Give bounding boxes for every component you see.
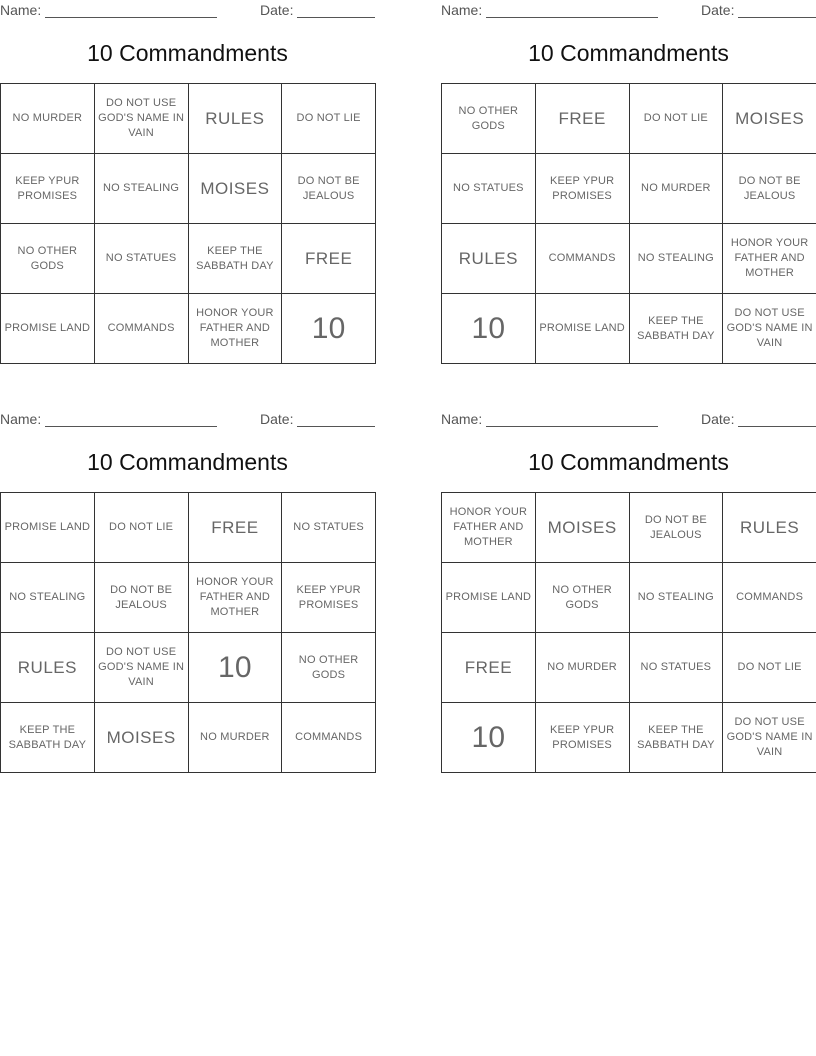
name-label: Name: xyxy=(0,2,42,18)
grid-cell[interactable]: KEEP THE SABBATH DAY xyxy=(1,703,95,773)
grid-cell[interactable]: FREE xyxy=(282,224,376,294)
grid-cell[interactable]: KEEP THE SABBATH DAY xyxy=(188,224,282,294)
grid-cell[interactable]: RULES xyxy=(1,633,95,703)
grid-cell[interactable]: MOISES xyxy=(535,493,629,563)
grid-row xyxy=(1,633,376,703)
grid-cell[interactable]: HONOR YOUR FATHER AND MOTHER xyxy=(188,294,282,364)
grid-cell[interactable]: DO NOT BE JEALOUS xyxy=(723,154,816,224)
grid-row xyxy=(1,294,376,364)
grid-cell[interactable]: DO NOT USE GOD'S NAME IN VAIN xyxy=(94,84,188,154)
grid-cell[interactable]: DO NOT BE JEALOUS xyxy=(282,154,376,224)
grid-cell[interactable]: 10 xyxy=(188,633,282,703)
name-blank-line[interactable] xyxy=(486,426,658,427)
grid-row xyxy=(442,703,816,773)
date-label: Date: xyxy=(260,2,294,18)
grid-cell[interactable]: NO MURDER xyxy=(188,703,282,773)
grid-cell[interactable]: NO OTHER GODS xyxy=(1,224,95,294)
grid-cell[interactable]: KEEP YPUR PROMISES xyxy=(1,154,95,224)
name-date-row xyxy=(441,411,816,429)
grid-cell[interactable]: COMMANDS xyxy=(94,294,188,364)
grid-cell[interactable]: FREE xyxy=(188,493,282,563)
grid-cell[interactable]: HONOR YOUR FATHER AND MOTHER xyxy=(188,563,282,633)
grid-row xyxy=(1,154,376,224)
grid-row xyxy=(1,493,376,563)
grid-cell[interactable]: FREE xyxy=(442,633,536,703)
name-date-row xyxy=(0,2,375,20)
date-blank-line[interactable] xyxy=(297,17,375,18)
name-blank-line[interactable] xyxy=(486,17,658,18)
grid-row xyxy=(442,493,816,563)
bingo-grid xyxy=(0,492,376,773)
grid-cell[interactable]: DO NOT USE GOD'S NAME IN VAIN xyxy=(723,703,816,773)
bingo-grid xyxy=(441,83,816,364)
grid-cell[interactable]: MOISES xyxy=(723,84,816,154)
grid-row xyxy=(442,294,816,364)
grid-cell[interactable]: DO NOT BE JEALOUS xyxy=(629,493,723,563)
card-title: 10 Commandments xyxy=(87,449,288,475)
bingo-grid xyxy=(0,83,376,364)
name-date-row xyxy=(441,2,816,20)
name-blank-line[interactable] xyxy=(45,426,217,427)
grid-cell[interactable]: NO STEALING xyxy=(629,563,723,633)
grid-cell[interactable]: RULES xyxy=(723,493,816,563)
grid-cell[interactable]: KEEP THE SABBATH DAY xyxy=(629,703,723,773)
grid-cell[interactable]: DO NOT USE GOD'S NAME IN VAIN xyxy=(723,294,816,364)
grid-cell[interactable]: NO STATUES xyxy=(282,493,376,563)
grid-cell[interactable]: DO NOT LIE xyxy=(282,84,376,154)
bingo-card-1 xyxy=(0,0,375,349)
card-title: 10 Commandments xyxy=(528,40,729,66)
grid-cell[interactable]: MOISES xyxy=(94,703,188,773)
bingo-grid xyxy=(441,492,816,773)
grid-cell[interactable]: KEEP YPUR PROMISES xyxy=(535,703,629,773)
date-label: Date: xyxy=(701,2,735,18)
grid-cell[interactable]: COMMANDS xyxy=(282,703,376,773)
grid-cell[interactable]: KEEP YPUR PROMISES xyxy=(282,563,376,633)
grid-row xyxy=(442,154,816,224)
grid-cell[interactable]: 10 xyxy=(442,703,536,773)
grid-row xyxy=(1,84,376,154)
bingo-card-3 xyxy=(0,409,375,751)
grid-row xyxy=(442,633,816,703)
grid-row xyxy=(1,703,376,773)
grid-cell[interactable]: NO MURDER xyxy=(629,154,723,224)
grid-cell[interactable]: DO NOT LIE xyxy=(629,84,723,154)
grid-cell[interactable]: PROMISE LAND xyxy=(535,294,629,364)
grid-cell[interactable]: NO OTHER GODS xyxy=(442,84,536,154)
grid-cell[interactable]: HONOR YOUR FATHER AND MOTHER xyxy=(442,493,536,563)
grid-cell[interactable]: NO STATUES xyxy=(94,224,188,294)
bingo-card-4 xyxy=(441,409,816,758)
grid-cell[interactable]: FREE xyxy=(535,84,629,154)
grid-row xyxy=(442,224,816,294)
grid-cell[interactable]: NO STATUES xyxy=(629,633,723,703)
grid-row xyxy=(1,224,376,294)
date-label: Date: xyxy=(260,411,294,427)
grid-row xyxy=(442,563,816,633)
grid-cell[interactable]: DO NOT LIE xyxy=(723,633,816,703)
grid-cell[interactable]: DO NOT LIE xyxy=(94,493,188,563)
name-label: Name: xyxy=(441,411,483,427)
grid-cell[interactable]: 10 xyxy=(442,294,536,364)
date-label: Date: xyxy=(701,411,735,427)
card-title: 10 Commandments xyxy=(87,40,288,66)
grid-cell[interactable]: DO NOT USE GOD'S NAME IN VAIN xyxy=(94,633,188,703)
date-blank-line[interactable] xyxy=(738,426,816,427)
grid-cell[interactable]: NO OTHER GODS xyxy=(282,633,376,703)
grid-row xyxy=(1,563,376,633)
grid-cell[interactable]: RULES xyxy=(442,224,536,294)
name-label: Name: xyxy=(0,411,42,427)
grid-cell[interactable]: NO STEALING xyxy=(1,563,95,633)
grid-cell[interactable]: NO STEALING xyxy=(94,154,188,224)
grid-cell[interactable]: NO MURDER xyxy=(1,84,95,154)
grid-cell[interactable]: NO STATUES xyxy=(442,154,536,224)
grid-cell[interactable]: NO OTHER GODS xyxy=(535,563,629,633)
grid-cell[interactable]: PROMISE LAND xyxy=(1,493,95,563)
grid-cell[interactable]: COMMANDS xyxy=(535,224,629,294)
name-label: Name: xyxy=(441,2,483,18)
grid-cell[interactable]: NO STEALING xyxy=(629,224,723,294)
grid-cell[interactable]: KEEP YPUR PROMISES xyxy=(535,154,629,224)
grid-cell[interactable]: MOISES xyxy=(188,154,282,224)
grid-cell[interactable]: PROMISE LAND xyxy=(442,563,536,633)
grid-cell[interactable]: KEEP THE SABBATH DAY xyxy=(629,294,723,364)
grid-cell[interactable]: RULES xyxy=(188,84,282,154)
grid-cell[interactable]: HONOR YOUR FATHER AND MOTHER xyxy=(723,224,816,294)
date-blank-line[interactable] xyxy=(738,17,816,18)
grid-cell[interactable]: NO MURDER xyxy=(535,633,629,703)
name-date-row xyxy=(0,411,375,429)
grid-cell[interactable]: PROMISE LAND xyxy=(1,294,95,364)
grid-cell[interactable]: COMMANDS xyxy=(723,563,816,633)
name-blank-line[interactable] xyxy=(45,17,217,18)
grid-cell[interactable]: DO NOT BE JEALOUS xyxy=(94,563,188,633)
card-title: 10 Commandments xyxy=(528,449,729,475)
bingo-card-2 xyxy=(441,0,816,349)
date-blank-line[interactable] xyxy=(297,426,375,427)
grid-row xyxy=(442,84,816,154)
grid-cell[interactable]: 10 xyxy=(282,294,376,364)
